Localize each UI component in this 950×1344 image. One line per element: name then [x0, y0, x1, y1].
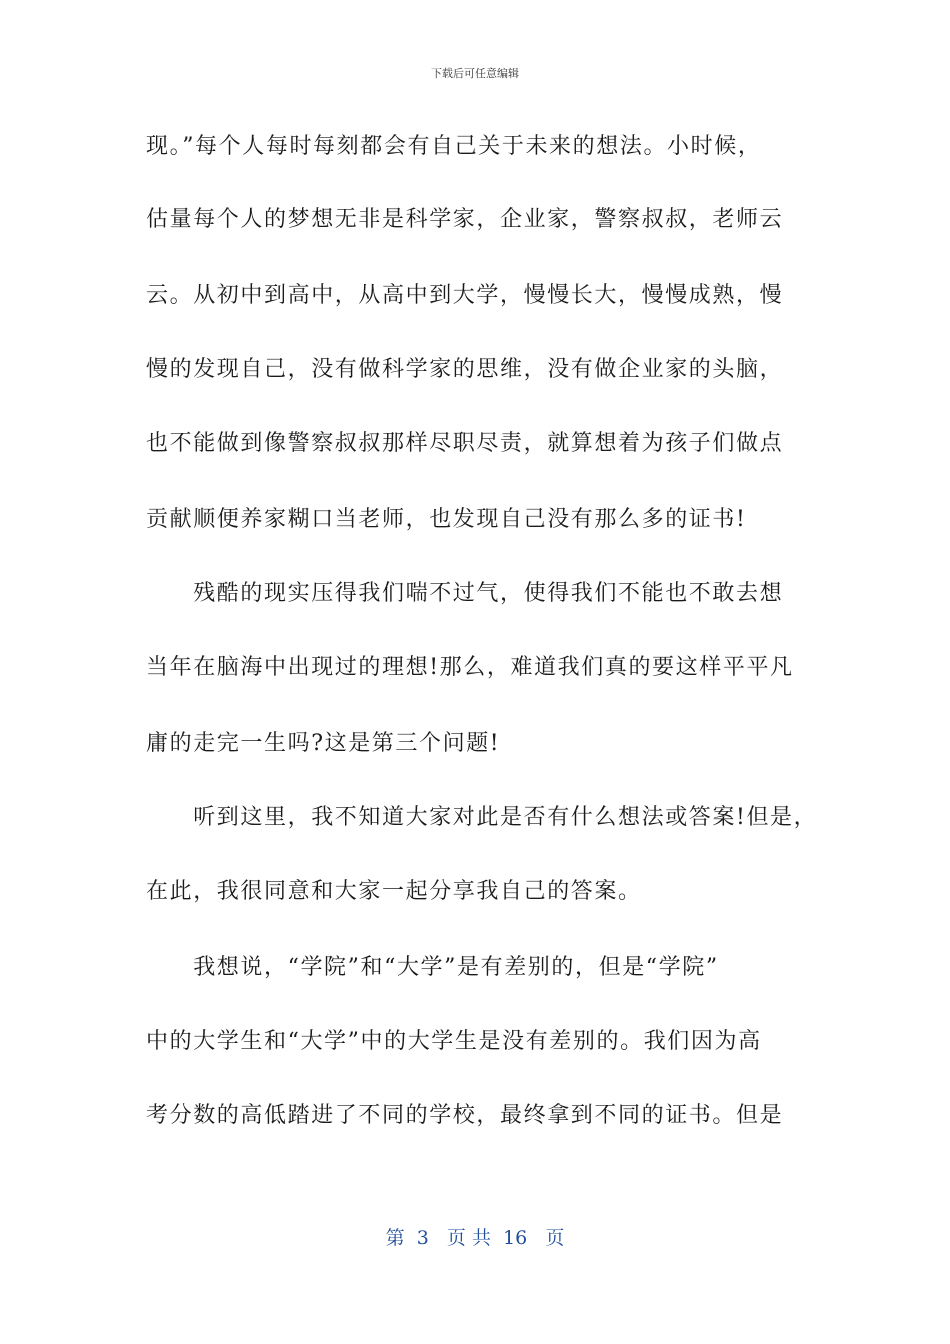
- text-line: 估量每个人的梦想无非是科学家，企业家，警察叔叔，老师云: [146, 207, 784, 232]
- text-line: 云。从初中到高中，从高中到大学，慢慢长大，慢慢成熟，慢: [146, 283, 784, 308]
- text-line: 当年在脑海中出现过的理想!那么，难道我们真的要这样平平凡: [146, 655, 794, 680]
- text-line: 现。”每个人每时每刻都会有自己关于未来的想法。小时候，: [146, 134, 762, 159]
- text-line: 庸的走完一生吗?这是第三个问题!: [146, 731, 501, 756]
- text-line: 考分数的高低踏进了不同的学校，最终拿到不同的证书。但是: [146, 1103, 784, 1128]
- text-line: 中的大学生和“大学”中的大学生是没有差别的。我们因为高: [146, 1029, 762, 1054]
- text-line: 听到这里，我不知道大家对此是否有什么想法或答案!但是，: [146, 805, 818, 830]
- text-line: 我想说，“学院”和“大学”是有差别的，但是“学院”: [146, 955, 719, 980]
- page-number-footer: 第 3 页 共 16 页: [385, 1227, 565, 1249]
- text-line: 贡献顺便养家糊口当老师，也发现自己没有那么多的证书!: [146, 507, 747, 532]
- text-line: 也不能做到像警察叔叔那样尽职尽责，就算想着为孩子们做点: [146, 431, 784, 456]
- page-header-note: 下载后可任意编辑: [431, 67, 519, 80]
- text-line: 残酷的现实压得我们喘不过气，使得我们不能也不敢去想: [146, 581, 784, 606]
- text-line: 在此，我很同意和大家一起分享我自己的答案。: [146, 879, 642, 904]
- text-line: 慢的发现自己，没有做科学家的思维，没有做企业家的头脑，: [146, 357, 784, 382]
